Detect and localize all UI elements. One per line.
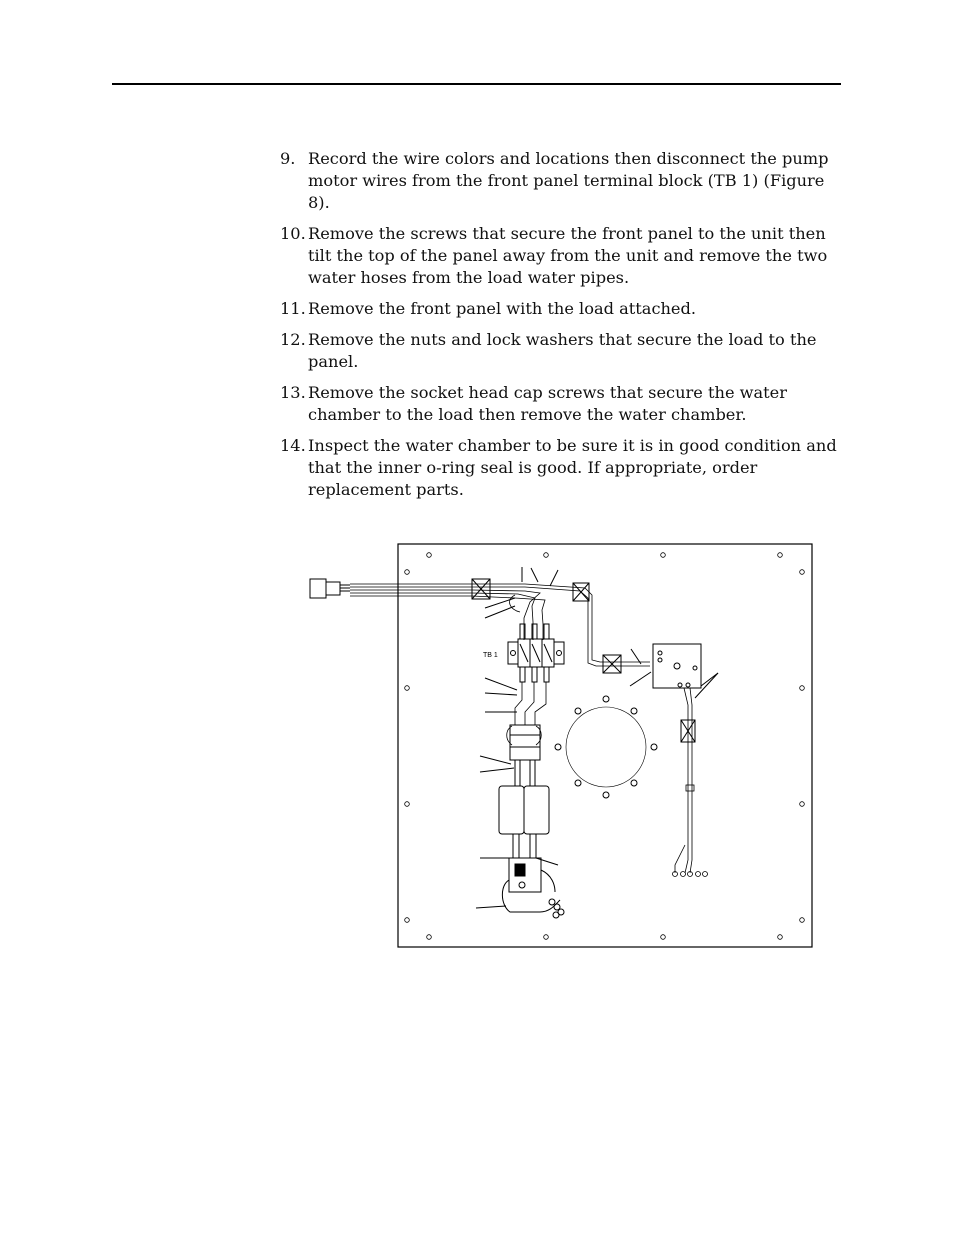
step-number: 12. [280, 330, 306, 349]
step-item [280, 382, 845, 426]
junction-box [653, 644, 701, 688]
step-number: 13. [280, 383, 306, 402]
step-item [280, 435, 845, 501]
step-text: Inspect the water chamber to be sure it is in good condition and that the inner o-ring seal is good. If appropriate, order replacement parts. [308, 436, 837, 499]
step-item [280, 148, 845, 214]
mounting-holes [405, 553, 805, 940]
header-rule [112, 83, 841, 85]
step-item [280, 223, 845, 289]
ground-wire [673, 688, 708, 877]
pump-connector-plug [310, 579, 350, 598]
front-panel-outline [398, 544, 812, 947]
step-number: 10. [280, 224, 306, 243]
load-opening [555, 696, 657, 798]
step-text: Remove the socket head cap screws that secure the water chamber to the load then remove the water chamber. [308, 383, 787, 424]
step-item [280, 298, 845, 320]
capacitor-assembly [499, 725, 549, 858]
step-item [280, 329, 845, 373]
step-text: Record the wire colors and locations then disconnect the pump motor wires from the front panel terminal block (TB 1) (Figure 8). [308, 149, 829, 212]
terminal-block-tb1 [508, 624, 564, 682]
step-number: 11. [280, 299, 306, 318]
step-text: Remove the nuts and lock washers that secure the load to the panel. [308, 330, 817, 371]
step-text: Remove the front panel with the load attached. [308, 299, 697, 318]
tb1-label: TB 1 [483, 652, 498, 659]
step-text: Remove the screws that secure the front panel to the unit then tilt the top of the panel away from the unit and remove the two water hoses from the load water pipes. [308, 224, 828, 287]
procedure-steps [280, 148, 845, 510]
wire-harness [350, 584, 650, 666]
step-number: 14. [280, 436, 306, 455]
step-number: 9. [280, 149, 296, 168]
lower-relay [502, 858, 564, 918]
front-panel-wiring-figure [300, 540, 820, 952]
leader-lines [476, 567, 718, 908]
